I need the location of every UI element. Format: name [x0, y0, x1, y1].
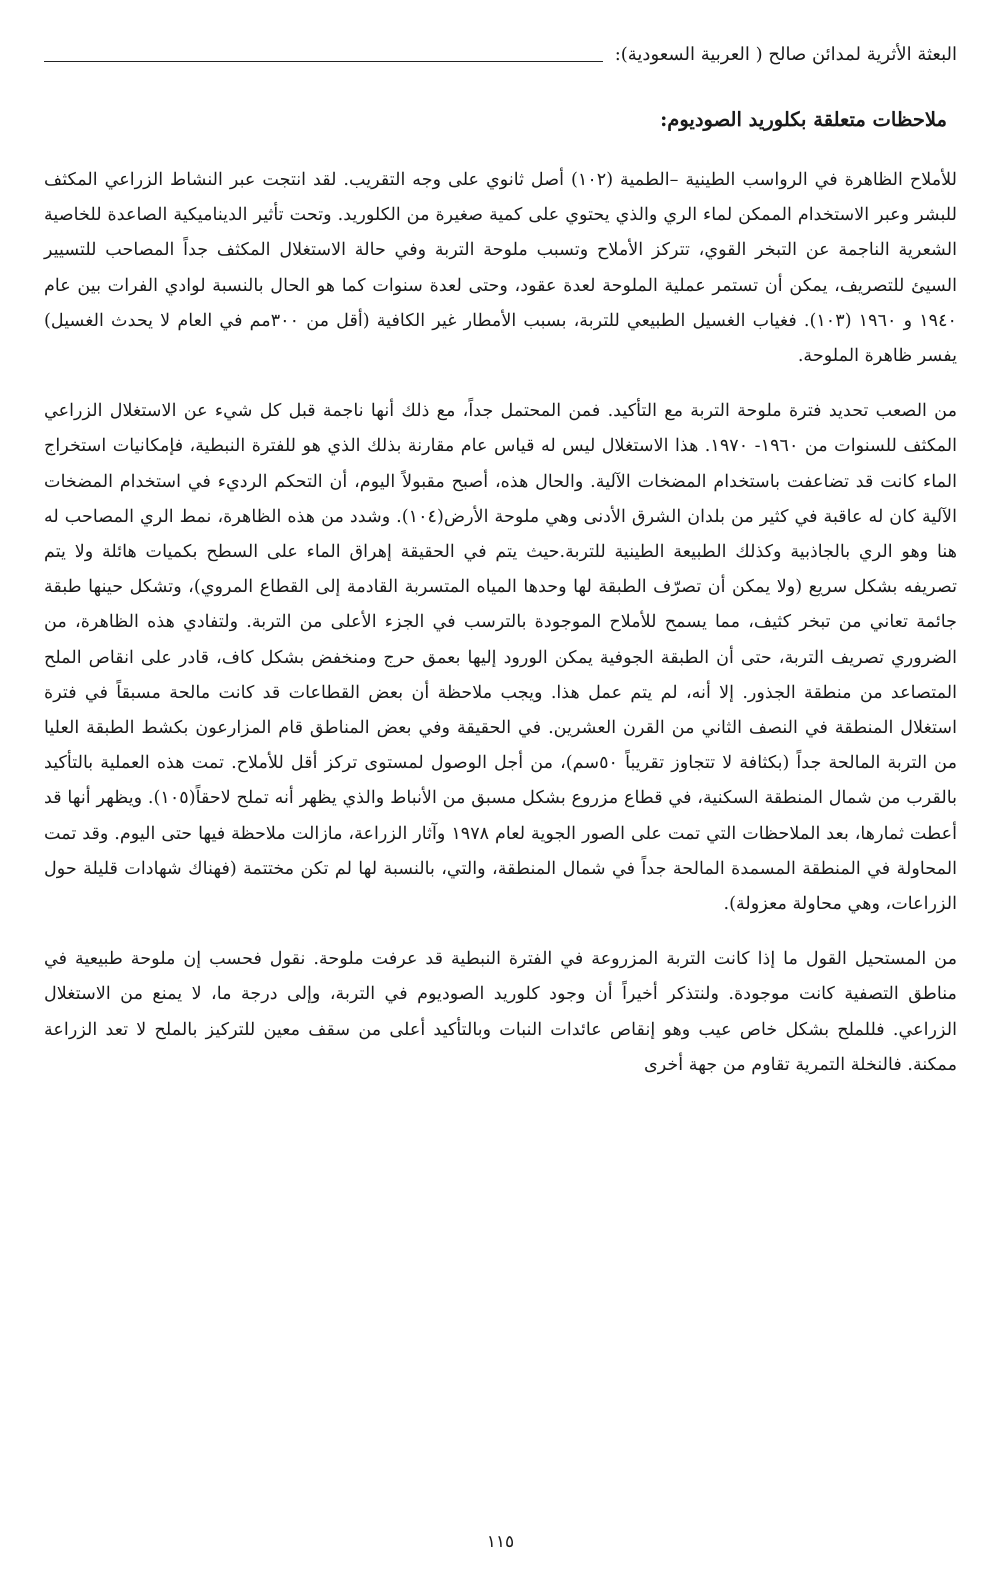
- paragraph-3: من المستحيل القول ما إذا كانت التربة المزروعة في الفترة النبطية قد عرفت ملوحة. نقول فحسب إن ملوحة طبيعية في مناطق التصفية كانت موجودة. ولنتذكر أخيراً أن وجود كلوريد الصوديوم في التربة، وإلى درجة ما، لا يمنع من الاستغلال الزراعي. فللملح بشكل خاص عيب وهو إنقاص عائدات النبات وبالتأكيد أعلى من سقف معين للتركيز بالملح لا تعد الزراعة ممكنة. فالنخلة التمرية تقاوم من جهة أخرى: [44, 949, 957, 1075]
- header-rule: [44, 61, 603, 62]
- paragraph-1: للأملاح الظاهرة في الرواسب الطينية –الطمية (١٠٢) أصل ثانوي على وجه التقريب. لقد انتجت عبر النشاط الزراعي المكثف للبشر وعبر الاستخدام الممكن لماء الري والذي يحتوي على كمية صغيرة من الكلوريد. وتحت تأثير الديناميكية الصاعدة للخاصية الشعرية الناجمة عن التبخر القوي، تتركز الأملاح وتسبب ملوحة التربة وفي حالة الاستغلال المكثف جداً المصاحب للتسيير السيئ للتصريف، يمكن أن تستمر عملية الملوحة لعدة عقود، وحتى لعدة سنوات كما هو الحال بالنسبة لوادي الفرات بين عام ١٩٤٠ و ١٩٦٠ (١٠٣). فغياب الغسيل الطبيعي للتربة، بسبب الأمطار غير الكافية (أقل من ٣٠٠مم في العام لا يحدث الغسيل) يفسر ظاهرة الملوحة.: [44, 170, 957, 367]
- body-text: [44, 163, 957, 1103]
- page-number: ١١٥: [486, 1532, 515, 1552]
- running-header: [44, 34, 957, 66]
- running-header-title: البعثة الأثرية لمدائن صالح ( العربية السعودية):: [614, 44, 957, 65]
- paragraph-2: من الصعب تحديد فترة ملوحة التربة مع التأكيد. فمن المحتمل جداً، مع ذلك أنها ناجمة قبل كل شيء عن الاستغلال الزراعي المكثف للسنوات من ١٩٦٠- ١٩٧٠. هذا الاستغلال ليس له قياس عام مقارنة بذلك الذي هو للفترة النبطية، فإمكانيات استخراج الماء كانت قد تضاعفت باستخدام المضخات الآلية. والحال هذه، أصبح مقبولاً اليوم، أن التحكم الرديء في استخدام المضخات الآلية كان له عاقبة في كثير من بلدان الشرق الأدنى وهي ملوحة الأرض(١٠٤). وشدد من هذه الظاهرة، نمط الري المصاحب له هنا وهو الري بالجاذبية وكذلك الطبيعة الطينية للتربة.حيث يتم في الحقيقة إهراق الماء على السطح بكميات هائلة ولا يتم تصريفه بشكل سريع (ولا يمكن أن تصرّف الطبقة لها وحدها المياه المتسربة القادمة إلى القطاع المروي)، وتشكل حينها طبقة جائمة تعاني من تبخر كثيف، مما يسمح للأملاح الموجودة بالترسب في الجزء الأعلى من التربة. ولتفادي هذه الظاهرة، من الضروري تصريف التربة، حتى أن الطبقة الجوفية يمكن الورود إليها بعمق حرج ومنخفض بشكل كاف، قادر على انقاص الملح المتصاعد من منطقة الجذور. إلا أنه، لم يتم عمل هذا. ويجب ملاحظة أن بعض القطاعات قد كانت مالحة مسبقاً في فترة استغلال المنطقة في النصف الثاني من القرن العشرين. في الحقيقة وفي بعض المناطق قام المزارعون بكشط الطبقة العليا من التربة المالحة جداً (بكثافة لا تتجاوز تقريباً ٥٠سم)، من أجل الوصول لمستوى تركز أقل للأملاح. تمت هذه العملية بالتأكيد بالقرب من شمال المنطقة السكنية، في قطاع مزروع بشكل مسبق من الأنباط والذي يظهر أنه تملح لاحقاً(١٠٥). ويظهر أنها قد أعطت ثمارها، بعد الملاحظات التي تمت على الصور الجوية لعام ١٩٧٨ وآثار الزراعة، مازالت ملاحظة فيها حتى اليوم. وقد تمت المحاولة في المنطقة المسمدة المالحة جداً في شمال المنطقة، والتي، بالنسبة لها لم تكن مختتمة (فهناك شهادات قليلة حول الزراعات، وهي محاولة معزولة).: [44, 401, 957, 915]
- section-heading: ملاحظات متعلقة بكلوريد الصوديوم:: [660, 108, 947, 131]
